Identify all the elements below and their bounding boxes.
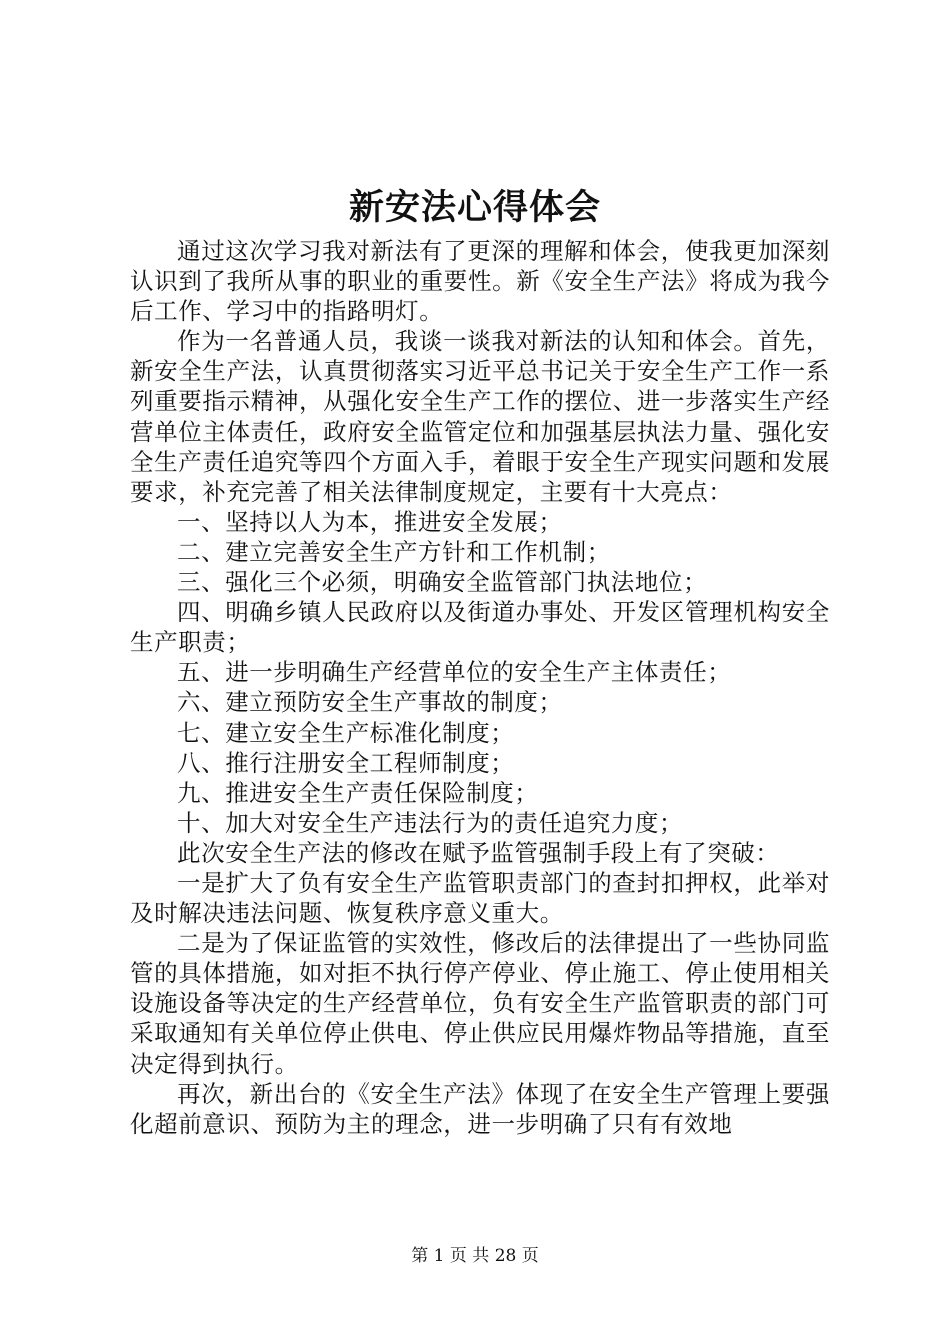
paragraph-again: 再次，新出台的《安全生产法》体现了在安全生产管理上要强化超前意识、预防为主的理念，进一步明确了只有有效地 (130, 1079, 830, 1138)
highlight-item-4: 四、明确乡镇人民政府以及街道办事处、开发区管理机构安全生产职责； (130, 598, 830, 657)
paragraph-breakthrough: 此次安全生产法的修改在赋予监管强制手段上有了突破： (177, 838, 780, 867)
paragraph-1: 通过这次学习我对新法有了更深的理解和体会，使我更加深刻认识到了我所从事的职业的重要性。新《安全生产法》将成为我今后工作、学习中的指路明灯。 (130, 237, 830, 326)
highlight-item-6: 六、建立预防安全生产事故的制度； (177, 688, 563, 717)
highlight-item-8: 八、推行注册安全工程师制度； (177, 748, 515, 777)
highlight-item-10: 十、加大对安全生产违法行为的责任追究力度； (177, 808, 684, 837)
paragraph-2: 作为一名普通人员，我谈一谈我对新法的认知和体会。首先，新安全生产法，认真贯彻落实习近平总书记关于安全生产工作一系列重要指示精神，从强化安全生产工作的摆位、进一步落实生产经营单位主体责任，政府安全监管定位和加强基层执法力量、强化安全生产责任追究等四个方面入手，着眼于安全生产现实问题和发展要求，补充完善了相关法律制度规定，主要有十大亮点： (130, 327, 830, 506)
highlight-item-7: 七、建立安全生产标准化制度； (177, 718, 515, 747)
document-body (130, 236, 830, 1139)
paragraph-first-point: 一是扩大了负有安全生产监管职责部门的查封扣押权，此举对及时解决违法问题、恢复秩序意义重大。 (130, 868, 830, 928)
highlight-item-2: 二、建立完善安全生产方针和工作机制； (177, 537, 611, 566)
highlight-item-9: 九、推进安全生产责任保险制度； (177, 778, 539, 807)
document-title: 新安法心得体会 (348, 187, 601, 228)
page-number-footer: 第 1 页 共 28 页 (411, 1246, 539, 1266)
highlight-item-5: 五、进一步明确生产经营单位的安全生产主体责任； (177, 658, 732, 687)
highlight-item-1: 一、坚持以人为本，推进安全发展； (177, 507, 563, 536)
highlight-item-3: 三、强化三个必须，明确安全监管部门执法地位； (177, 568, 708, 597)
paragraph-second-point: 二是为了保证监管的实效性，修改后的法律提出了一些协同监管的具体措施，如对拒不执行停产停业、停止施工、停止使用相关设施设备等决定的生产经营单位，负有安全生产监管职责的部门可采取通知有关单位停止供电、停止供应民用爆炸物品等措施，直至决定得到执行。 (130, 929, 830, 1078)
